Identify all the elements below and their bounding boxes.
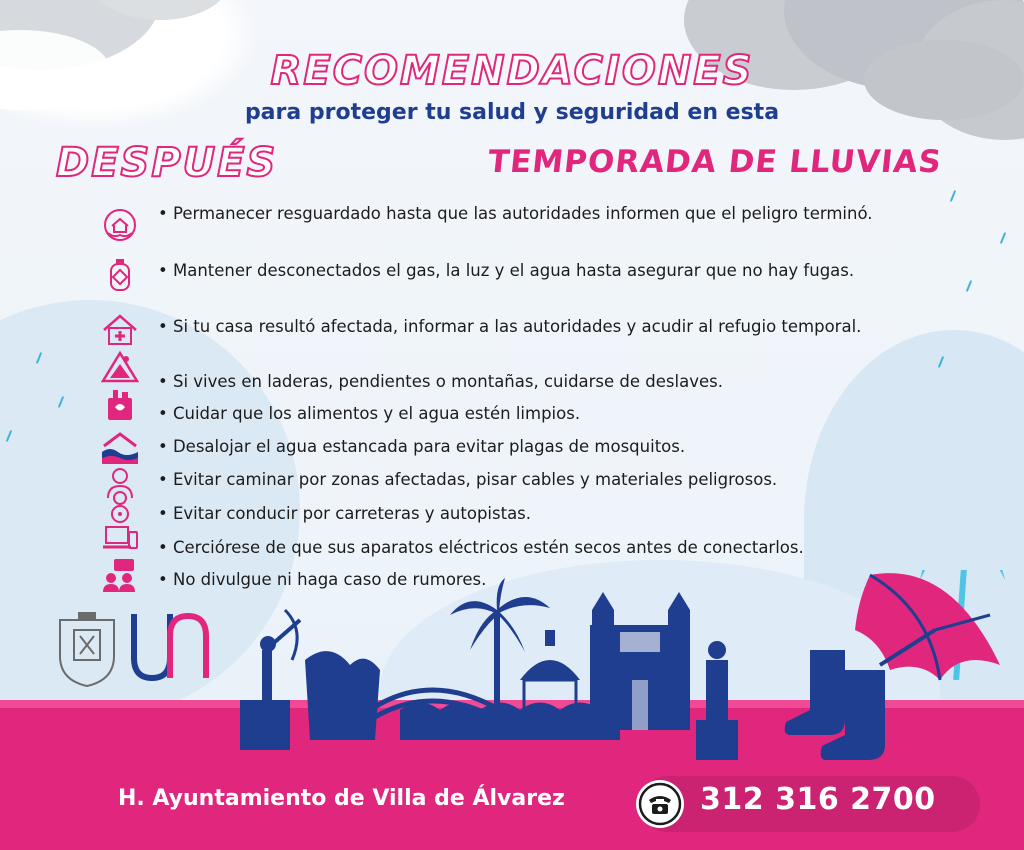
municipal-shield-logo [56, 610, 118, 688]
list-item: • Si vives en laderas, pendientes o montañas, cuidarse de deslaves. [158, 372, 723, 391]
gas-tank-icon [100, 258, 140, 292]
list-item: • Evitar conducir por carreteras y autopistas. [158, 504, 532, 523]
footer-phone-number[interactable]: 312 316 2700 [700, 782, 936, 817]
landslide-warning-icon [100, 350, 140, 384]
raindrop [1000, 232, 1006, 244]
raindrop [950, 190, 956, 202]
house-hands-icon [100, 208, 140, 242]
list-item: • Permanecer resguardado hasta que las autoridades informen que el peligro terminó. [158, 204, 873, 223]
food-water-icon [100, 388, 140, 422]
flood-house-icon [100, 430, 140, 464]
list-item: • Evitar caminar por zonas afectadas, pisar cables y materiales peligrosos. [158, 470, 778, 489]
raindrop [966, 280, 972, 292]
list-item: • Si tu casa resultó afectada, informar a las autoridades y acudir al refugio temporal. [158, 317, 862, 336]
villa-de-alvarez-logo [126, 606, 214, 690]
footer-institution-name: H. Ayuntamiento de Villa de Álvarez [118, 786, 565, 811]
man-statue [696, 641, 738, 760]
phase-title: DESPUÉS [56, 140, 278, 186]
list-item: • Mantener desconectados el gas, la luz y el agua hasta asegurar que no hay fugas. [158, 261, 855, 280]
list-item: • No divulgue ni haga caso de rumores. [158, 570, 487, 589]
dancers-sculpture [305, 651, 380, 740]
driver-icon [100, 490, 140, 524]
subtitle: para proteger tu salud y seguridad en esta [244, 100, 780, 125]
rain-boots [785, 650, 885, 760]
logos [56, 606, 216, 690]
list-item: • Cerciórese de que sus aparatos eléctricos estén secos antes de conectarlos. [158, 538, 804, 557]
shelter-house-icon [100, 312, 140, 346]
archer-statue [240, 610, 300, 750]
palm-tree-center [450, 578, 550, 720]
list-item: • Cuidar que los alimentos y el agua estén limpios. [158, 404, 581, 423]
telephone-icon [636, 780, 684, 828]
crowd-silhouette [400, 703, 620, 741]
devices-icon [100, 522, 140, 556]
list-item: • Desalojar el agua estancada para evitar plagas de mosquitos. [158, 437, 686, 456]
umbrella [855, 573, 1000, 680]
title: RECOMENDACIONES [270, 48, 754, 94]
season-title: TEMPORADA DE LLUVIAS [486, 144, 944, 180]
